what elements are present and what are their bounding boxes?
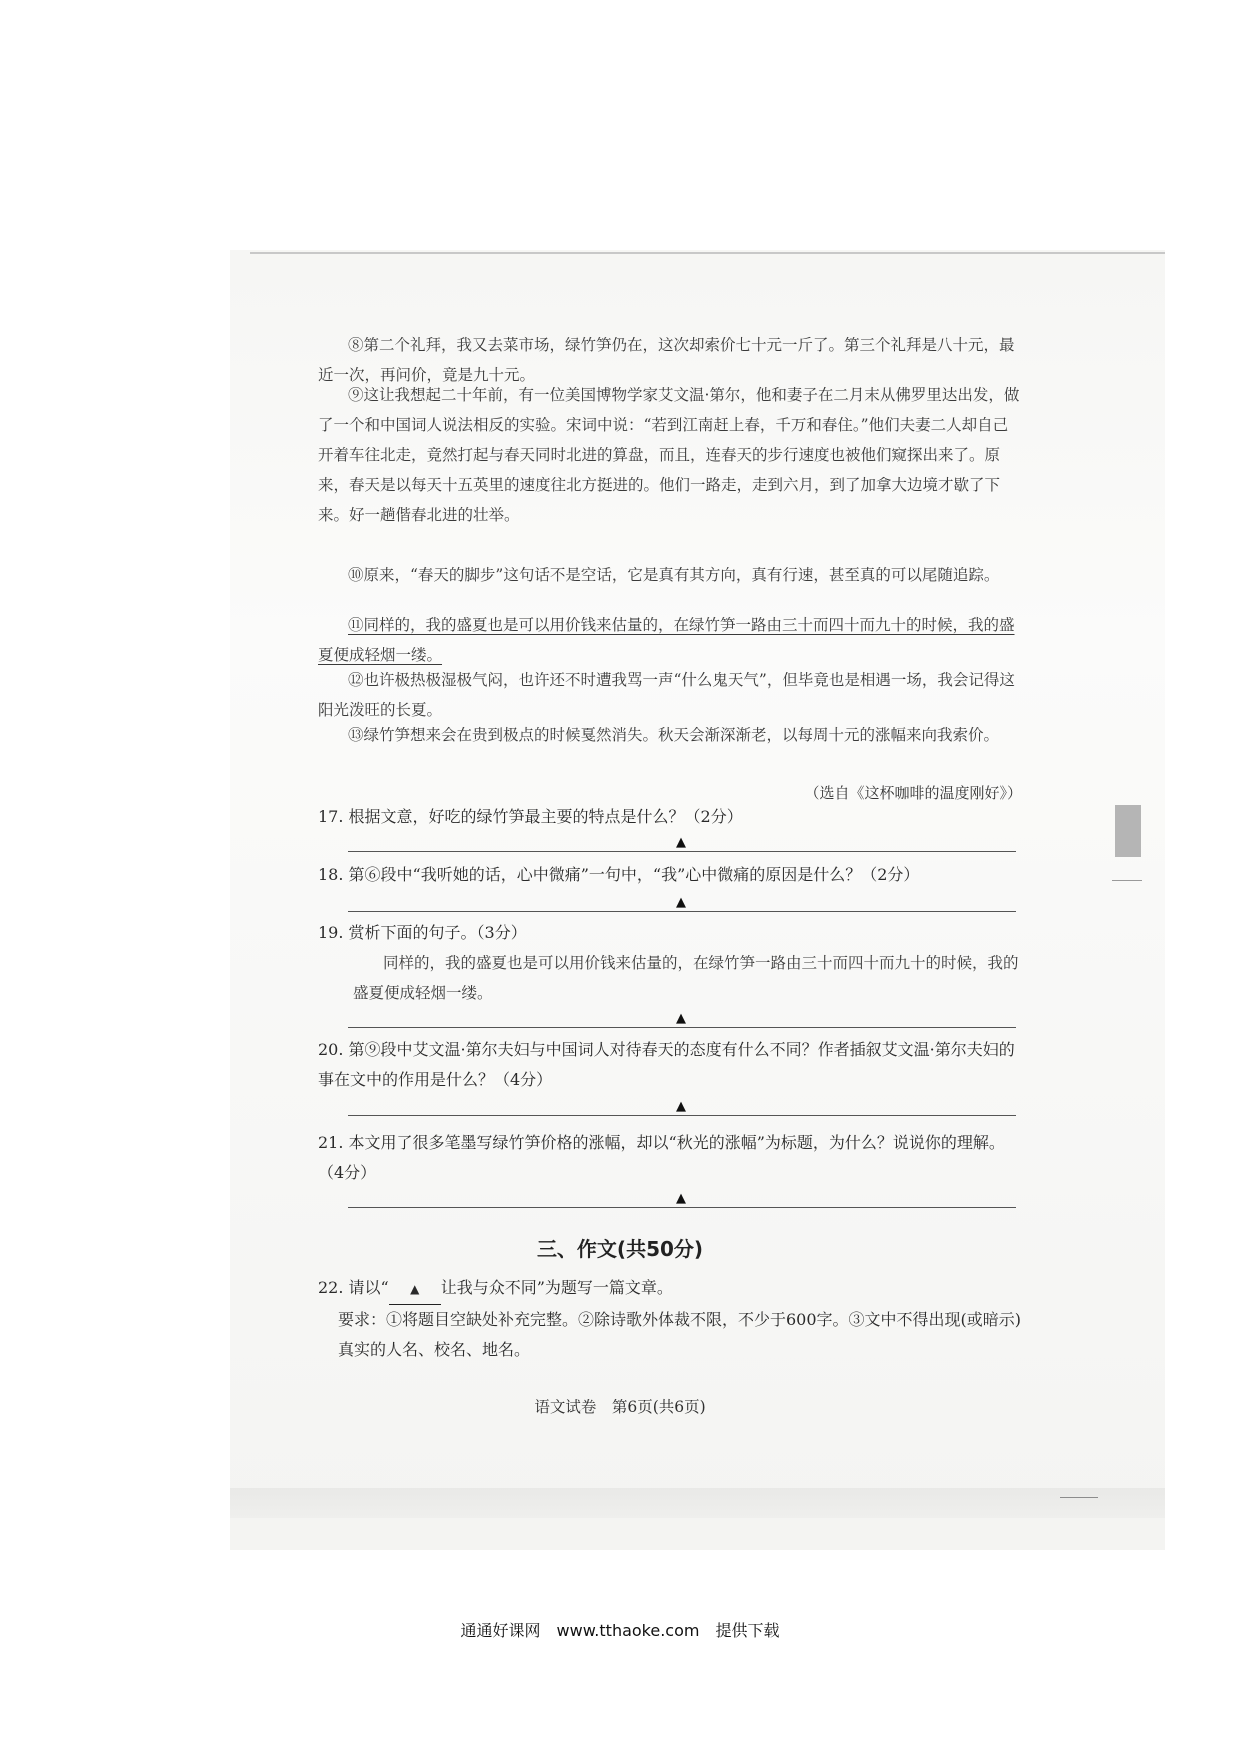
top-rule bbox=[250, 252, 1165, 254]
download-credit: 通通好课网 www.tthaoke.com 提供下载 bbox=[460, 1621, 780, 1640]
paragraph-9: ⑨这让我想起二十年前，有一位美国博物学家艾文温·第尔，他和妻子在二月末从佛罗里达出发，做了一个和中国词人说法相反的实验。宋词中说：“若到江南赶上春，千万和春住。”他们夫妻二人却自己开着车往北走，竟然打起与春天同时北进的算盘，而且，连春天的步行速度也被他们窥探出来了。原来，春天是以每天十五英里的速度往北方挺进的。他们一路走，走到六月，到了加拿大边境才歇了下来。好一趟偕春北进的壮举。 bbox=[318, 386, 1020, 524]
answer-line-19[interactable] bbox=[348, 1027, 1016, 1028]
answer-marker-18: ▲ bbox=[676, 895, 686, 910]
question-19: 19. 赏析下面的句子。（3分） bbox=[318, 923, 527, 942]
answer-line-18[interactable] bbox=[348, 911, 1016, 912]
question-22-suffix: 让我与众不同”为题写一篇文章。 bbox=[440, 1278, 673, 1297]
paragraph-11 bbox=[318, 610, 1022, 670]
side-dash bbox=[1112, 880, 1142, 881]
question-22 bbox=[318, 1273, 1022, 1305]
paragraph-8: ⑧第二个礼拜，我又去菜市场，绿竹笋仍在，这次却索价七十元一斤了。第三个礼拜是八十元，最近一次，再问价，竟是九十元。 bbox=[318, 336, 1015, 384]
question-22-prefix: 22. 请以“ bbox=[318, 1278, 389, 1297]
title-blank[interactable]: ▲ bbox=[389, 1274, 441, 1305]
composition-requirements: 要求：①将题目空缺处补充完整。②除诗歌外体裁不限，不少于600字。③文中不得出现(或暗示)真实的人名、校名、地名。 bbox=[338, 1310, 1022, 1359]
question-17: 17. 根据文意，好吃的绿竹笋最主要的特点是什么？（2分） bbox=[318, 807, 743, 826]
answer-marker-19: ▲ bbox=[676, 1011, 686, 1026]
answer-line-17[interactable] bbox=[348, 851, 1016, 852]
paragraph-13: ⑬绿竹笋想来会在贵到极点的时候戛然消失。秋天会渐深渐老，以每周十元的涨幅来向我索价。 bbox=[348, 726, 1000, 744]
answer-marker-17: ▲ bbox=[676, 835, 686, 850]
page-footer: 语文试卷 第6页(共6页) bbox=[534, 1398, 706, 1416]
question-21: 21. 本文用了很多笔墨写绿竹笋价格的涨幅，却以“秋光的涨幅”为标题，为什么？说说你的理解。（4分） bbox=[318, 1133, 1005, 1182]
bottom-dash bbox=[1060, 1497, 1098, 1498]
scan-bottom-edge bbox=[230, 1488, 1165, 1518]
paragraph-12: ⑫也许极热极湿极气闷，也许还不时遭我骂一声“什么鬼天气”，但毕竟也是相遇一场，我会记得这阳光泼旺的长夏。 bbox=[318, 671, 1015, 719]
side-tab-mark bbox=[1115, 805, 1141, 857]
answer-line-20[interactable] bbox=[348, 1115, 1016, 1116]
answer-line-21[interactable] bbox=[348, 1207, 1016, 1208]
paragraph-10: ⑩原来，“春天的脚步”这句话不是空话，它是真有其方向，真有行速，甚至真的可以尾随追踪。 bbox=[348, 566, 1000, 584]
paragraph-11-text: ⑪同样的，我的盛夏也是可以用价钱来估量的，在绿竹笋一路由三十而四十而九十的时候，我的盛夏便成轻烟一缕。 bbox=[318, 616, 1015, 664]
answer-marker-20: ▲ bbox=[676, 1099, 686, 1114]
question-19-quote: 同样的，我的盛夏也是可以用价钱来估量的，在绿竹笋一路由三十而四十而九十的时候，我的盛夏便成轻烟一缕。 bbox=[353, 954, 1019, 1002]
answer-marker-21: ▲ bbox=[676, 1191, 686, 1206]
section-title: 三、作文(共50分) bbox=[536, 1237, 704, 1261]
source-citation: （选自《这杯咖啡的温度刚好》） bbox=[804, 784, 1022, 802]
question-20: 20. 第⑨段中艾文温·第尔夫妇与中国词人对待春天的态度有什么不同？作者插叙艾文温·第尔夫妇的事在文中的作用是什么？（4分） bbox=[318, 1040, 1015, 1089]
question-18: 18. 第⑥段中“我听她的话，心中微痛”一句中，“我”心中微痛的原因是什么？（2分） bbox=[318, 865, 920, 884]
